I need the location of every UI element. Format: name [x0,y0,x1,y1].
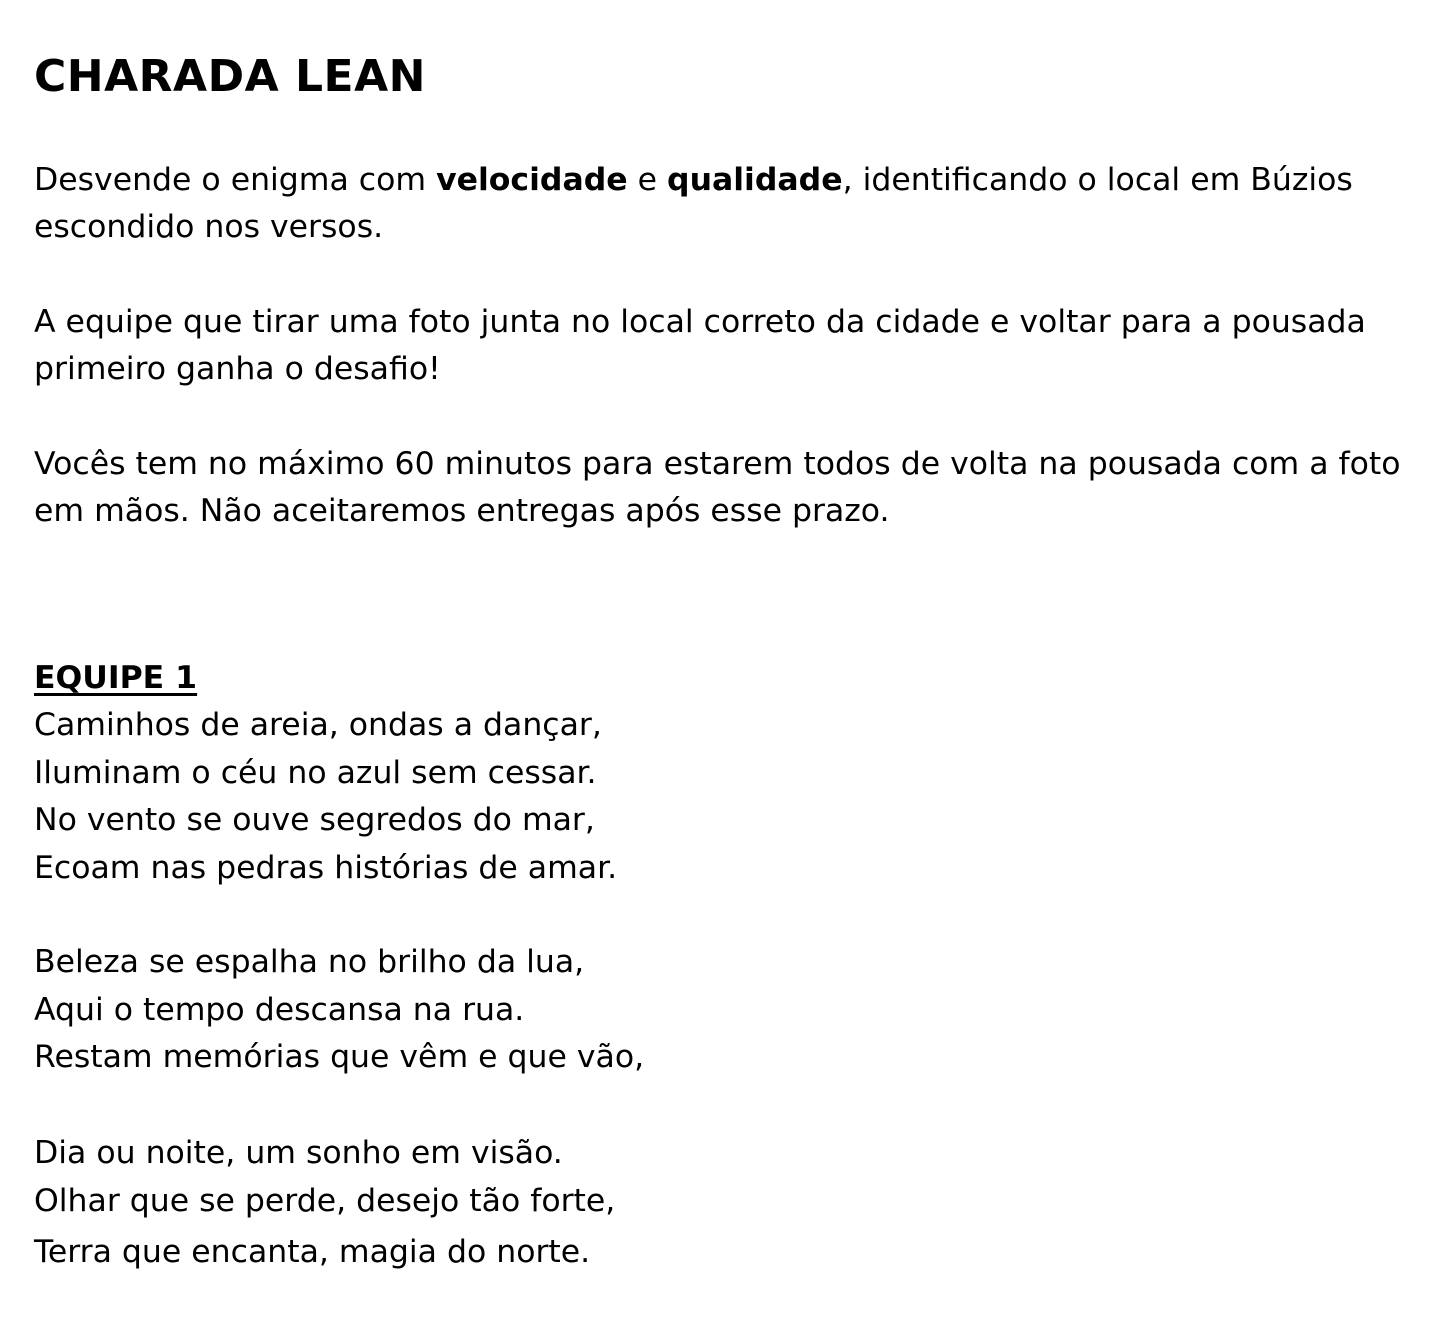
riddle-line: Caminhos de areia, ondas a dançar, [34,707,602,743]
intro-text: e [627,162,668,198]
riddle-line: Beleza se espalha no brilho da lua, [34,944,585,980]
riddle-line: Ecoam nas pedras histórias de amar. [34,849,618,886]
riddle-line: Restam memórias que vêm e que vão, [34,1039,645,1075]
intro-text: , identificando o local em Búzios escondido nos versos. [34,162,1353,245]
riddle-stanza-2 [34,939,644,1082]
team-heading: EQUIPE 1 [34,660,198,696]
riddle-line: Terra que encanta, magia do norte. [34,1234,591,1270]
emphasis-qualidade: qualidade [667,162,843,198]
intro-paragraph-1 [34,157,1419,251]
document-title: CHARADA LEAN [34,51,426,102]
intro-paragraph-2: A equipe que tirar uma foto junta no local correto da cidade e voltar para a pousada primeiro ganha o desafio! [34,304,1366,387]
riddle-line: Iluminam o céu no azul sem cessar. [34,754,597,791]
riddle-stanza-1 [34,702,617,892]
riddle-stanza-3 [34,1130,615,1277]
riddle-line: Dia ou noite, um sonho em visão. [34,1135,563,1171]
riddle-line: No vento se ouve segredos do mar, [34,802,595,838]
intro-text: Desvende o enigma com [34,162,437,198]
emphasis-velocidade: velocidade [436,162,628,198]
riddle-line: Olhar que se perde, desejo tão forte, [34,1182,616,1219]
riddle-line: Aqui o tempo descansa na rua. [34,991,525,1028]
intro-paragraph-3: Vocês tem no máximo 60 minutos para estarem todos de volta na pousada com a foto em mãos. Não aceitaremos entregas após esse prazo. [34,446,1401,529]
